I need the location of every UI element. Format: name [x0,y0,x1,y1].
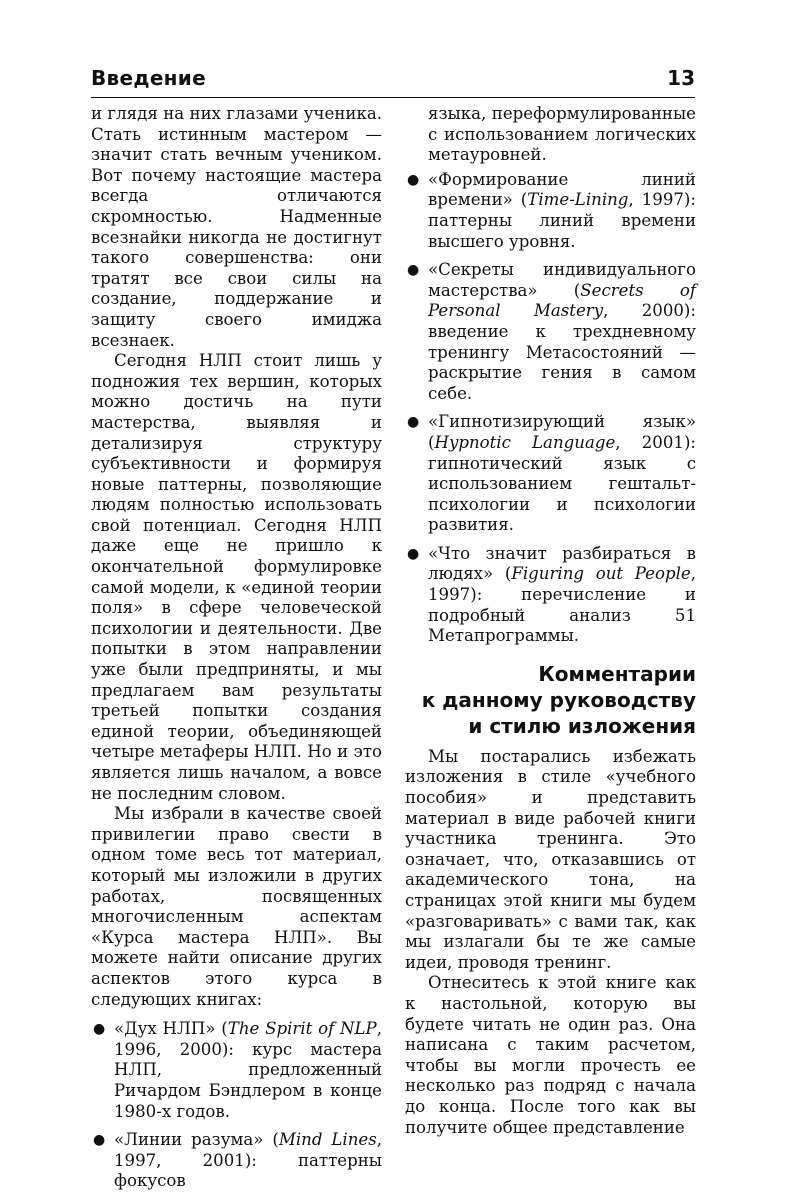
list-item: ● «Дух НЛП» (The Spirit of NLP, 1996, 2000): курс мастера НЛП, предложенный Ричардом Бэндлером в конце 1980-х годов. [93,1019,382,1121]
book-title: Mind Lines [278,1130,377,1150]
bullet-icon: ● [407,414,420,431]
bullet-icon: ● [407,171,420,188]
list-item: ● «Линии разума» (Mind Lines, 1997, 2001): паттерны фокусов [93,1130,383,1191]
left-paragraph-3: Мы избрали в качестве своей привилегии право свести в одном томе весь тот материал, который мы изложили в других работах, посвященных многочисленным аспектам «Курса мастера НЛП». Вы можете найти описание других аспектов этого курса в следующих книгах: [91,804,382,1009]
bullet-icon: ● [93,1021,106,1038]
list-item: ● «Что значит разбираться в людях» (Figuring out People, 1997): перечисление и подробный анализ 51 Метапрограммы. [407,543,696,646]
list-item: ● «Гипнотизирующий язык» (Hypnotic Language, 2001): гипнотический язык с использованием гештальт-психологии и психологии развития. [407,412,697,535]
book-title: Hypnotic Language [434,432,616,452]
left-paragraph-1: и глядя на них глазами ученика. Стать истинным мастером — значит стать вечным учеником. Вот почему настоящие мастера всегда отличаются скромностью. Надменные всезнайки никогда не достигнут такого совершенства: они тратят все свои силы на создание, поддержание и защиту своего имиджа всезнаек. [91,104,382,350]
chapter-title: Введение [91,66,206,90]
left-paragraph-2: Сегодня НЛП стоит лишь у подножия тех вершин, которых можно достичь на пути мастерства, выявляя и детализируя структуру субъективности и формируя новые паттерны, позволяющие людям полностью использовать свой потенциал. Сегодня НЛП даже еще не пришло к окончательной формулировке самой модели, к «единой теории поля» в сфере человеческой психологии и деятельности. Две попытки в этом направлении уже были предприняты, и мы предлагаем вам результаты третьей попытки создания единой теории, объединяющей четыре метаферы НЛП. Но и это является лишь началом, а вовсе не последним словом. [91,351,382,803]
running-header [91,66,695,96]
bullet-icon: ● [407,262,420,279]
right-paragraph-2: Отнеситесь к этой книге как к настольной, которую вы будете читать не один раз. Она написана с таким расчетом, чтобы вы могли прочесть ее несколько раз подряд с начала до конца. После того как вы получите общее представление [405,973,696,1137]
list-item: ● «Формирование линий времени» (Time-Lining, 1997): паттерны линий времени высшего уровня. [407,169,696,251]
book-list-left [91,1019,382,1192]
header-rule [91,97,695,98]
book-title: Time-Lining [527,190,629,210]
right-column [405,104,696,1138]
page-number: 13 [667,66,695,90]
list-item: ● «Секреты индивидуального мастерства» (Secrets of Personal Mastery, 2000): введение к трехдневному тренингу Метасостояний — раскрытие гения в самом себе. [407,260,696,403]
right-continuation: языка, переформулированные с использованием логических метауровней. [428,104,696,165]
bullet-icon: ● [407,545,420,562]
section-heading: Комментарии к данному руководству и стилю изложения [421,661,696,738]
book-title: The Spirit of NLP [227,1019,377,1039]
book-title: Secrets of Personal Mastery [428,280,696,321]
right-paragraph-1: Мы постарались избежать изложения в стиле «учебного пособия» и представить материал в виде рабочей книги участника тренинга. Это означает, что, отказавшись от академического тона, на страницах этой книги мы будем «разговаривать» с вами так, как мы излагали бы те же самые идеи, проводя тренинг. [405,746,696,972]
left-column [91,104,382,1200]
book-title: Figuring out People [511,564,691,584]
book-list-right [405,170,696,647]
bullet-icon: ● [93,1132,106,1149]
